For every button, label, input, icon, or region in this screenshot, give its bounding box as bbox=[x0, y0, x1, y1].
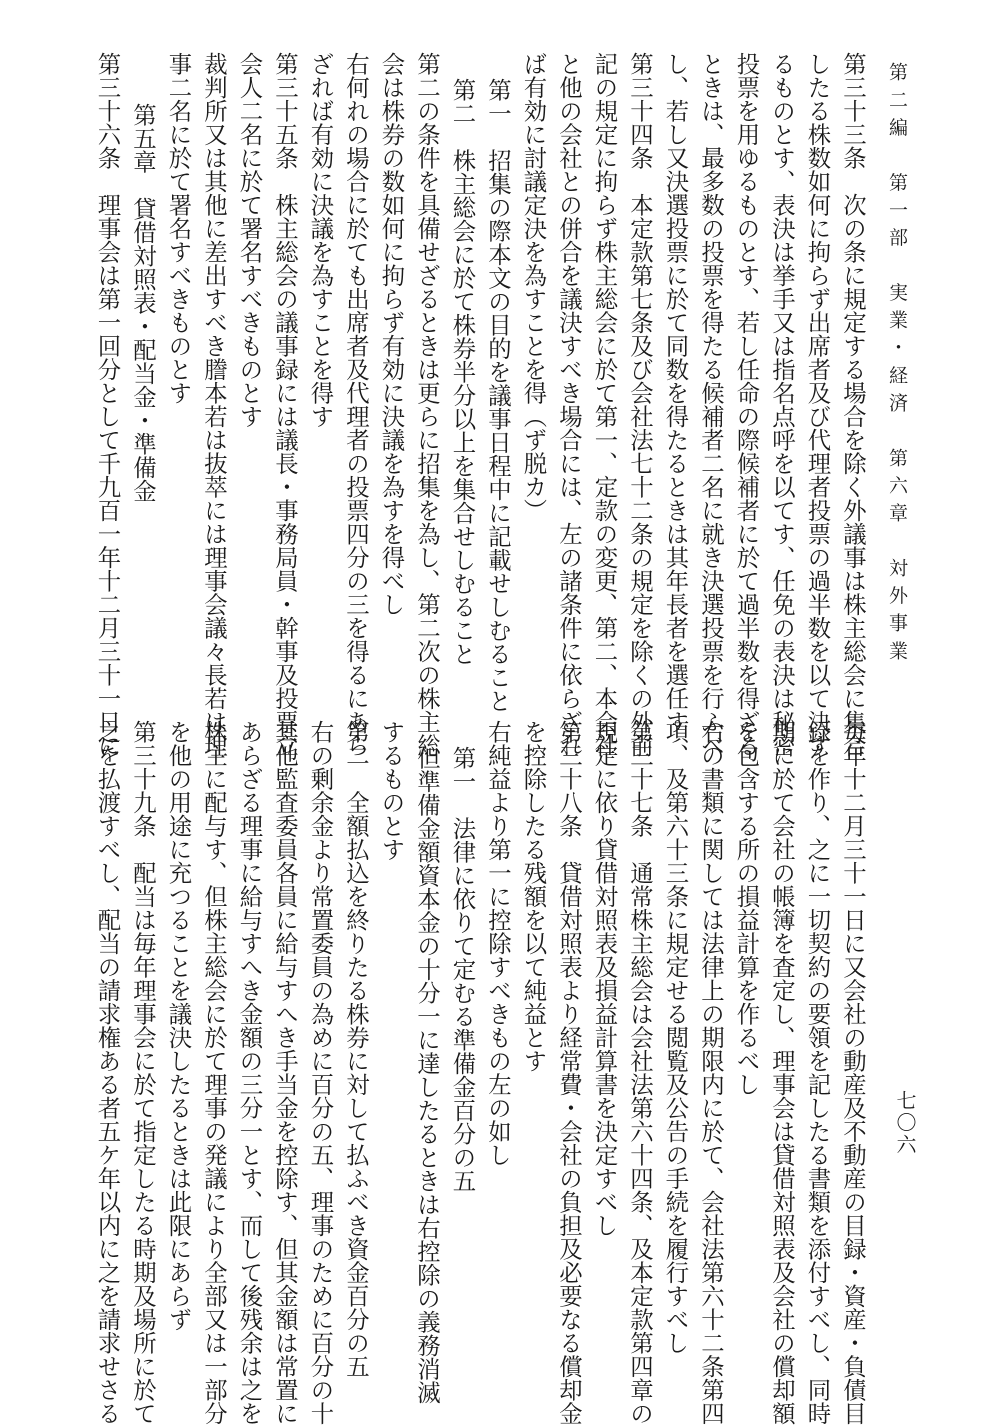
text-line: 第二 株主総会に於て株券半分以上を集合せしむること bbox=[448, 77, 477, 666]
text-line: 第二の条件を具備せざるときは更らに招集を為し、第二次の株主総 bbox=[413, 52, 441, 757]
running-header: 第二編 第一部 実業・経済 第六章 対外事業 bbox=[886, 62, 908, 669]
text-line: 第三十八条 貸借対照表より経常費・会社の負担及必要なる償却金 bbox=[555, 720, 583, 1425]
text-line: 記の規定に拘らず株主総会に於て第一、定款の変更、第二、本会社 bbox=[590, 52, 619, 757]
text-line: 第三十七条 通常株主総会は会社法第六十四条、及本定款第四章の bbox=[626, 720, 654, 1425]
text-line: 毎年十二月三十一日に又会社の動産及不動産の目録・資産・負債目 bbox=[839, 720, 867, 1425]
text-line: 右純益より第一に控除すべきもの左の如し bbox=[484, 720, 512, 1167]
text-line: と他の会社との併合を議決すべき場合には、左の諸条件に依らざれ bbox=[555, 52, 583, 757]
text-line: 項、及第六十三条に規定せる閲覧及公告の手続を履行すべし bbox=[661, 720, 690, 1355]
text-line: 第二 全額払込を終りたる株券に対して払ふべき資金百分の五 bbox=[342, 720, 370, 1378]
text-line: 右何れの場合に於ても出席者及代理者の投票四分の三を得るにあら bbox=[342, 52, 370, 757]
text-line: ば有効に討議定決を為すことを得（ず脱カ） bbox=[519, 52, 548, 522]
text-line: 録を作り、之に一切契約の要領を記したる書類を添付すべし、同時 bbox=[803, 720, 832, 1425]
text-line: ときは、最多数の投票を得たる候補者二名に就き決選投票を行ふべ bbox=[697, 52, 725, 757]
text-line: 第一 招集の際本文の目的を議事日程中に記載せしむること bbox=[484, 77, 512, 713]
text-line: を他の用途に充つることを議決したるときは此限にあらず bbox=[164, 720, 193, 1331]
text-line: を控除したる残額を以て純益とす bbox=[519, 720, 548, 1073]
text-line: を包含する所の損益計算を作るべし bbox=[732, 720, 761, 1096]
text-line: 裁判所又は其他に差出すべき謄本若は抜萃には理事会議々長若は理 bbox=[200, 52, 228, 757]
text-line: ざれば有効に決議を為すことを得す bbox=[306, 52, 335, 428]
text-line: 右の剰余金より常置委員の為めに百分の五、理事のために百分の十 bbox=[306, 720, 335, 1425]
text-line: 投票を用ゆるものとす、若し任命の際候補者に於て過半数を得ざる bbox=[732, 52, 761, 757]
text-line: 株主に配与す、但株主総会に於て理事の発議により全部又は一部分 bbox=[200, 720, 228, 1425]
text-line: あらざる理事に給与すへき金額の三分一とす、而して後残余は之を bbox=[235, 720, 264, 1425]
text-line: 会は株券の数如何に拘らず有効に決議を為すを得べし bbox=[377, 52, 406, 616]
text-line: 第三十六条 理事会は第一回分として千九百一年十二月三十一日に bbox=[93, 52, 122, 757]
text-line: 規定に依り貸借対照表及損益計算書を決定すべし bbox=[590, 720, 619, 1237]
text-line: 第三十四条 本定款第七条及び会社法七十二条の規定を除くの外前 bbox=[626, 52, 654, 757]
text-line: 第三十九条 配当は毎年理事会に於て指定したる時期及場所に於て bbox=[129, 720, 157, 1425]
page-number: 七〇六 bbox=[893, 1090, 917, 1156]
text-line: るものとす、表決は挙手又は指名点呼を以てす、任免の表決は秘密 bbox=[768, 52, 796, 757]
text-line: 其他監査委員各員に給与すへき手当金を控除す、但其金額は常置に bbox=[271, 720, 299, 1425]
text-block-bottom bbox=[50, 720, 870, 1425]
text-line: 第一 法律に依りて定むる準備金百分の五 bbox=[448, 745, 477, 1193]
text-line: したる株数如何に拘らず出席者及び代理者投票の過半数を以て決す bbox=[803, 52, 832, 757]
text-line: 事二名に於て署名すべきものとす bbox=[164, 52, 193, 405]
text-line: し、若し又決選投票に於て同数を得たるときは其年長者を選任す bbox=[661, 52, 690, 734]
chapter-heading: 第五章 貸借対照表・配当金・準備金 bbox=[129, 103, 157, 503]
text-line: 期に於て会社の帳簿を査定し、理事会は貸借対照表及会社の償却額 bbox=[768, 720, 796, 1425]
text-line: するものとす bbox=[377, 720, 406, 861]
text-line: 右の書類に関しては法律上の期限内に於て、会社法第六十二条第四 bbox=[697, 720, 725, 1425]
text-line: 第三十三条 次の条に規定する場合を除く外議事は株主総会に集合 bbox=[839, 52, 867, 757]
text-line: 之を払渡すべし、配当の請求権ある者五ケ年以内に之を請求せさる bbox=[93, 720, 122, 1425]
text-line: 但準備金額資本金の十分一に達したるときは右控除の義務消滅 bbox=[413, 745, 441, 1404]
text-block-top bbox=[50, 52, 870, 757]
text-line: 会人二名に於て署名すべきものとす bbox=[235, 52, 264, 428]
text-line: 第三十五条 株主総会の議事録には議長・事務局員・幹事及投票立 bbox=[271, 52, 299, 757]
